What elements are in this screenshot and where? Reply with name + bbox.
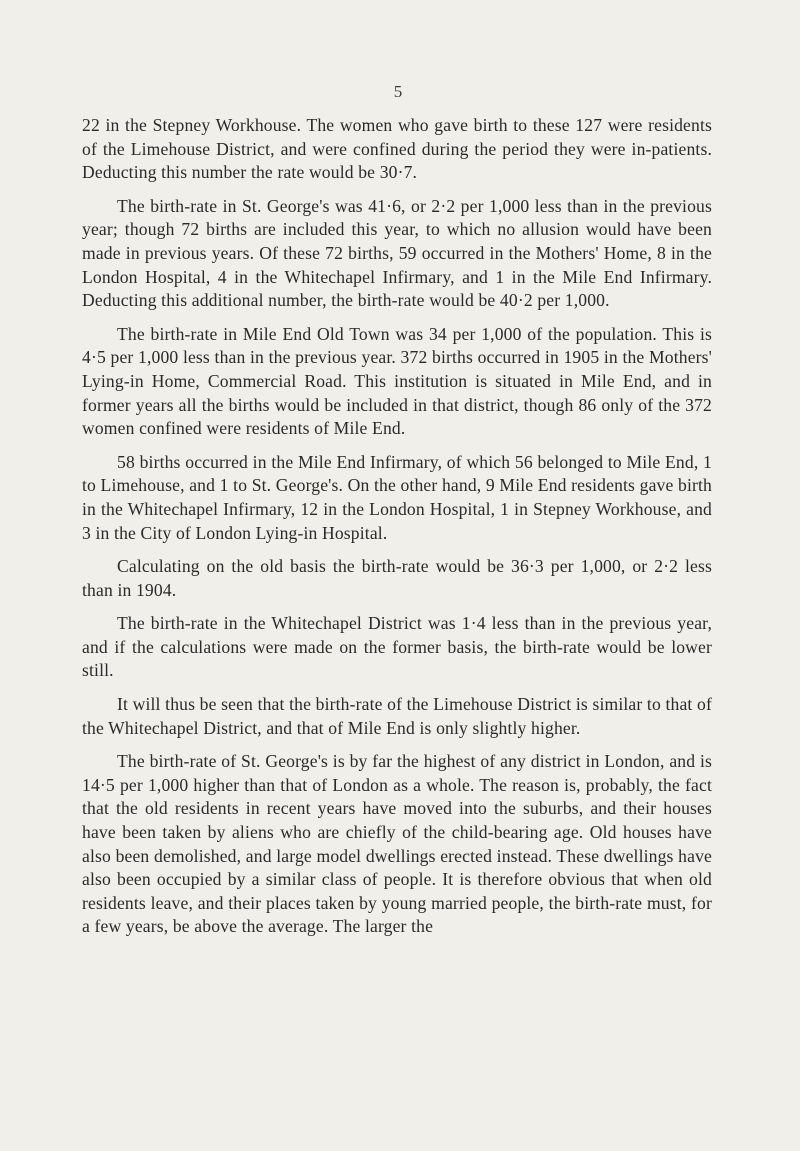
paragraph-mile-end-birth-rate: The birth-rate in Mile End Old Town was 34 per 1,000 of the population. This is 4·5 per 1,000 less than in the previous year. 372 births occurred in 1905 in the Mothers' Lying-in Home, Commercial Road. This institution is situated in Mile End, and in former years all the births would be included in that district, though 86 only of the 372 women confined were residents of Mile End. bbox=[82, 323, 712, 439]
paragraph-st-georges-birth-rate: The birth-rate in St. George's was 41·6, or 2·2 per 1,000 less than in the previous year; though 72 births are included this year, to which no allusion would have been made in previous years. Of these 72 births, 59 occurred in the Mothers' Home, 8 in the London Hospital, 4 in the Whitechapel Infirmary, and 1 in the Mile End Infirmary. Deducting this additional number, the birth-rate would be 40·2 per 1,000. bbox=[82, 195, 712, 311]
paragraph-st-georges-explanation: The birth-rate of St. George's is by far the highest of any district in London, and is 14·5 per 1,000 higher than that of London as a whole. The reason is, probably, the fact that the old residents in recent years have moved into the suburbs, and their houses have been taken by aliens who are chiefly of the child-bearing age. Old houses have also been demolished, and large model dwellings erected instead. These dwellings have also been occupied by a similar class of people. It is therefore obvious that when old residents leave, and their places taken by young married people, the birth-rate must, for a few years, be above the average. The larger the bbox=[82, 751, 712, 937]
paragraph-district-comparison: It will thus be seen that the birth-rate of the Limehouse District is similar to that of the Whitechapel District, and that of Mile End is only slightly higher. bbox=[82, 694, 712, 738]
paragraph-workhouse-continuation: 22 in the Stepney Workhouse. The women who gave birth to these 127 were residents of the Limehouse District, and were confined during the period they were in-patients. Deducting this number the rate would be 30·7. bbox=[82, 115, 712, 183]
paragraph-mile-end-infirmary: 58 births occurred in the Mile End Infirmary, of which 56 belonged to Mile End, 1 to Limehouse, and 1 to St. George's. On the other hand, 9 Mile End residents gave birth in the Whitechapel Infirmary, 12 in the London Hospital, 1 in Stepney Workhouse, and 3 in the City of London Lying-in Hospital. bbox=[82, 451, 712, 543]
paragraph-whitechapel-birth-rate: The birth-rate in the Whitechapel District was 1·4 less than in the previous year, and if the calculations were made on the former basis, the birth-rate would be lower still. bbox=[82, 613, 712, 681]
body-text bbox=[82, 114, 712, 949]
page-number: 5 bbox=[393, 82, 403, 101]
paragraph-old-basis-calculation: Calculating on the old basis the birth-rate would be 36·3 per 1,000, or 2·2 less than in 1904. bbox=[82, 556, 712, 600]
